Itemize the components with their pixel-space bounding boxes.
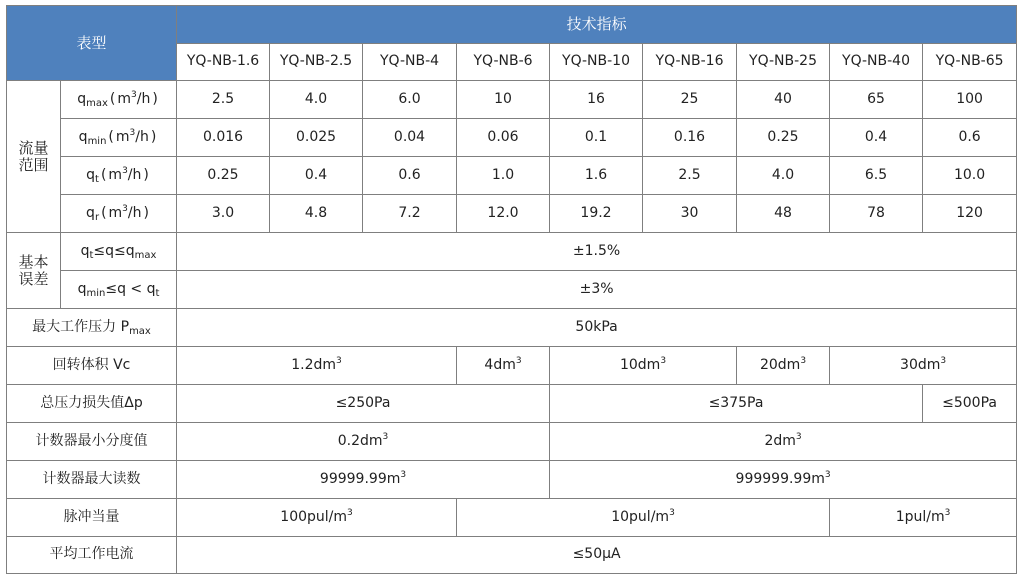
flow-value: 12.0 xyxy=(457,195,550,233)
pressure-loss-row xyxy=(7,385,1017,423)
flow-value: 2.5 xyxy=(177,81,270,119)
min-division-value: $0.2dm^3$ xyxy=(177,423,550,461)
pressure-loss-value: ≤250Pa xyxy=(177,385,550,423)
flow-label-t: $q_t$ ( $m^3/h$ ) xyxy=(61,157,177,195)
flow-value: 0.6 xyxy=(923,119,1017,157)
flow-value: 48 xyxy=(737,195,830,233)
flow-value: 4.0 xyxy=(270,81,363,119)
model-cell: YQ-NB-40 xyxy=(830,44,923,81)
spec-table xyxy=(6,5,1017,574)
error-label-1: $q_t\le q\le q_{max}$ xyxy=(61,233,177,271)
error-value-1: ±1.5% xyxy=(177,233,1017,271)
error-row-2 xyxy=(7,271,1017,309)
flow-value: 78 xyxy=(830,195,923,233)
error-label-2: $q_{min}\le q < q_t$ xyxy=(61,271,177,309)
type-header: 表型 xyxy=(7,6,177,81)
flow-value: 0.4 xyxy=(830,119,923,157)
flow-value: 65 xyxy=(830,81,923,119)
cyclic-value: $10dm^3$ xyxy=(550,347,737,385)
flow-value: 100 xyxy=(923,81,1017,119)
flow-value: 4.8 xyxy=(270,195,363,233)
flow-value: 0.4 xyxy=(270,157,363,195)
spec-header: 技术指标 xyxy=(177,6,1017,44)
max-reading-value: $999999.99m^3$ xyxy=(550,461,1017,499)
model-cell: YQ-NB-10 xyxy=(550,44,643,81)
flow-value: 40 xyxy=(737,81,830,119)
flow-value: 4.0 xyxy=(737,157,830,195)
flow-label-r: $q_r$ ( $m^3/h$ ) xyxy=(61,195,177,233)
cyclic-value: $30dm^3$ xyxy=(830,347,1017,385)
pulse-label: 脉冲当量 xyxy=(7,499,177,537)
flow-row-max xyxy=(7,81,1017,119)
flow-value: 0.016 xyxy=(177,119,270,157)
model-cell: YQ-NB-4 xyxy=(363,44,457,81)
flow-group-label: 流量 范围 xyxy=(7,81,61,233)
model-cell: YQ-NB-1.6 xyxy=(177,44,270,81)
cyclic-value: $4dm^3$ xyxy=(457,347,550,385)
flow-value: 10.0 xyxy=(923,157,1017,195)
flow-value: 1.0 xyxy=(457,157,550,195)
flow-value: 0.25 xyxy=(177,157,270,195)
flow-value: 6.5 xyxy=(830,157,923,195)
current-label: 平均工作电流 xyxy=(7,537,177,574)
pressure-label: 最大工作压力 $P_{max}$ xyxy=(7,309,177,347)
max-reading-label: 计数器最大读数 xyxy=(7,461,177,499)
pulse-value: $1pul/m^3$ xyxy=(830,499,1017,537)
flow-row-min xyxy=(7,119,1017,157)
min-division-row xyxy=(7,423,1017,461)
flow-value: 2.5 xyxy=(643,157,737,195)
pressure-loss-value: ≤500Pa xyxy=(923,385,1017,423)
pressure-row xyxy=(7,309,1017,347)
pressure-loss-value: ≤375Pa xyxy=(550,385,923,423)
cyclic-value: $20dm^3$ xyxy=(737,347,830,385)
cyclic-label: 回转体积 Vc xyxy=(7,347,177,385)
model-cell: YQ-NB-2.5 xyxy=(270,44,363,81)
error-group-label: 基本 误差 xyxy=(7,233,61,309)
flow-row-t xyxy=(7,157,1017,195)
pressure-value: 50kPa xyxy=(177,309,1017,347)
flow-value: 0.06 xyxy=(457,119,550,157)
flow-label-max: $q_{max}$ ( $m^3/h$ ) xyxy=(61,81,177,119)
flow-value: 0.16 xyxy=(643,119,737,157)
current-row xyxy=(7,537,1017,574)
header-row xyxy=(7,6,1017,44)
flow-value: 0.04 xyxy=(363,119,457,157)
error-value-2: ±3% xyxy=(177,271,1017,309)
flow-value: 6.0 xyxy=(363,81,457,119)
flow-value: 0.25 xyxy=(737,119,830,157)
model-cell: YQ-NB-16 xyxy=(643,44,737,81)
flow-value: 10 xyxy=(457,81,550,119)
current-value: ≤50μA xyxy=(177,537,1017,574)
max-reading-row xyxy=(7,461,1017,499)
flow-value: 16 xyxy=(550,81,643,119)
flow-value: 0.1 xyxy=(550,119,643,157)
flow-value: 30 xyxy=(643,195,737,233)
pulse-value: $10pul/m^3$ xyxy=(457,499,830,537)
error-row-1 xyxy=(7,233,1017,271)
max-reading-value: $99999.99m^3$ xyxy=(177,461,550,499)
cyclic-row xyxy=(7,347,1017,385)
pulse-row xyxy=(7,499,1017,537)
pressure-loss-label: 总压力损失值Δp xyxy=(7,385,177,423)
min-division-label: 计数器最小分度值 xyxy=(7,423,177,461)
flow-value: 0.025 xyxy=(270,119,363,157)
flow-value: 1.6 xyxy=(550,157,643,195)
flow-value: 3.0 xyxy=(177,195,270,233)
cyclic-value: $1.2dm^3$ xyxy=(177,347,457,385)
flow-row-r xyxy=(7,195,1017,233)
model-cell: YQ-NB-6 xyxy=(457,44,550,81)
flow-value: 0.6 xyxy=(363,157,457,195)
flow-label-min: $q_{min}$ ( $m^3/h$ ) xyxy=(61,119,177,157)
model-cell: YQ-NB-25 xyxy=(737,44,830,81)
flow-value: 7.2 xyxy=(363,195,457,233)
min-division-value: $2dm^3$ xyxy=(550,423,1017,461)
flow-value: 19.2 xyxy=(550,195,643,233)
flow-value: 25 xyxy=(643,81,737,119)
model-cell: YQ-NB-65 xyxy=(923,44,1017,81)
pulse-value: $100pul/m^3$ xyxy=(177,499,457,537)
flow-value: 120 xyxy=(923,195,1017,233)
